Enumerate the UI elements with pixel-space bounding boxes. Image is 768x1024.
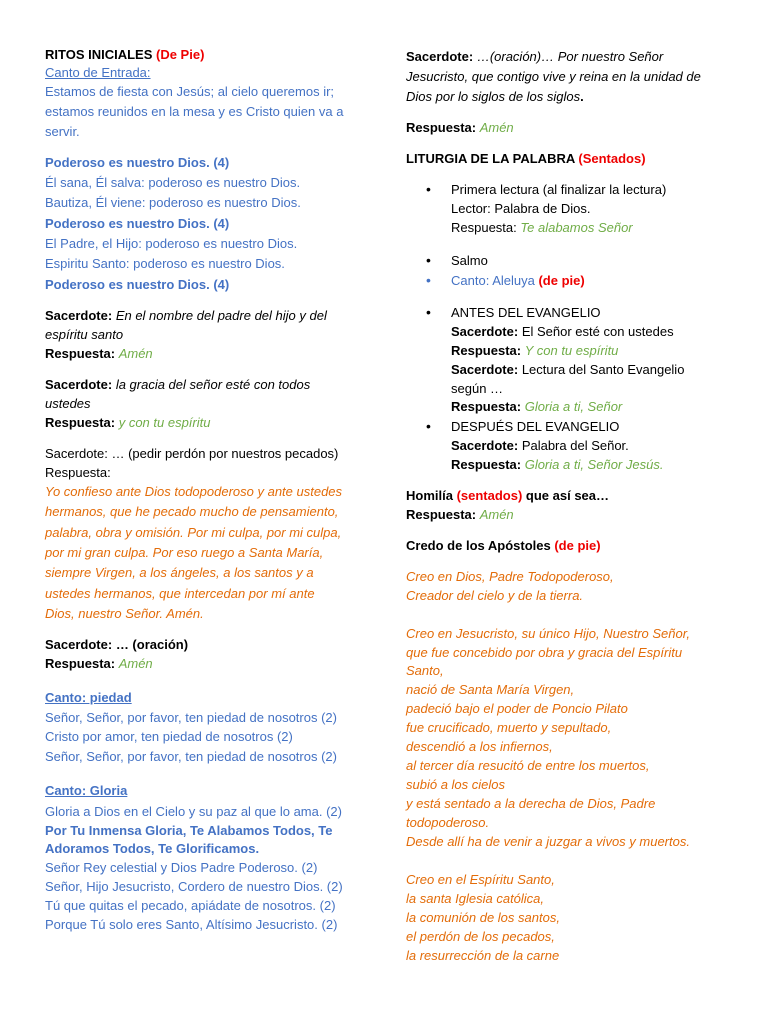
sacerdote-line: espíritu santo: [45, 327, 124, 342]
credo-line: y está sentado a la derecha de Dios, Padre: [406, 796, 656, 811]
liturgia-posture-tag: (Sentados): [578, 151, 646, 166]
canto-piedad-label: Canto: piedad: [45, 690, 132, 705]
respuesta-line: Respuesta: y con tu espíritu: [45, 415, 211, 430]
sacerdote-line: Sacerdote: … (oración): [45, 637, 189, 652]
canto-entrada-line: estamos reunidos en la mesa y es Cristo quien va a: [45, 104, 344, 119]
bullet-icon: •: [426, 272, 431, 288]
credo-line: al tercer día resucitó de entre los muertos,: [406, 758, 650, 773]
poderoso-line: Él sana, Él salva: poderoso es nuestro Dios.: [45, 175, 301, 190]
yo-confieso-line: ustedes hermanos, que intercedan por mí ante: [45, 586, 315, 601]
salmo-line: Salmo: [451, 253, 488, 268]
respuesta-line: Respuesta: Amén: [406, 507, 514, 522]
credo-line: subió a los cielos: [406, 777, 505, 792]
credo-line: Creo en el Espíritu Santo,: [406, 872, 555, 887]
credo-line: la comunión de los santos,: [406, 910, 560, 925]
antes-evangelio-heading: ANTES DEL EVANGELIO: [451, 305, 601, 320]
canto-gloria-label: Canto: Gloria: [45, 783, 128, 798]
credo-line: Creador del cielo y de la tierra.: [406, 588, 584, 603]
poderoso-line: Poderoso es nuestro Dios. (4): [45, 277, 230, 292]
credo-line: Desde allí ha de venir a juzgar a vivos y muertos.: [406, 834, 690, 849]
gloria-line: Adoramos Todos, Te Glorificamos.: [45, 841, 260, 856]
credo-heading: Credo de los Apóstoles (de pie): [406, 538, 601, 553]
bullet-icon: •: [426, 418, 431, 434]
credo-line: la resurrección de la carne: [406, 948, 560, 963]
poderoso-line: Bautiza, Él viene: poderoso es nuestro Dios.: [45, 195, 301, 210]
yo-confieso-line: palabra, obra y omisión. Por mi culpa, por mi culpa,: [45, 525, 342, 540]
gloria-line: Señor Rey celestial y Dios Padre Poderoso. (2): [45, 860, 318, 875]
gloria-line: Señor, Hijo Jesucristo, Cordero de nuestro Dios. (2): [45, 879, 343, 894]
respuesta-line: Respuesta: Y con tu espíritu: [451, 343, 619, 358]
gloria-line: Gloria a Dios en el Cielo y su paz al que lo ama. (2): [45, 804, 342, 819]
yo-confieso-line: por mi gran culpa. Por eso ruego a Santa María,: [45, 545, 324, 560]
poderoso-line: Espiritu Santo: poderoso es nuestro Dios.: [45, 256, 285, 271]
yo-confieso-line: Yo confieso ante Dios todopoderoso y ante ustedes: [45, 484, 343, 499]
credo-line: todopoderoso.: [406, 815, 490, 830]
canto-entrada-line: servir.: [45, 124, 80, 139]
credo-line: Santo,: [406, 663, 444, 678]
credo-line: la santa Iglesia católica,: [406, 891, 545, 906]
sacerdote-line: Sacerdote: …(oración)… Por nuestro Señor: [406, 49, 664, 64]
respuesta-line: Respuesta: Te alabamos Señor: [451, 220, 633, 235]
piedad-line: Cristo por amor, ten piedad de nosotros (2): [45, 729, 293, 744]
credo-posture-tag: (de pie): [554, 538, 601, 553]
canto-entrada-label: Canto de Entrada:: [45, 65, 151, 80]
poderoso-line: El Padre, el Hijo: poderoso es nuestro Dios.: [45, 236, 298, 251]
poderoso-line: Poderoso es nuestro Dios. (4): [45, 155, 230, 170]
bullet-icon: •: [426, 304, 431, 320]
gloria-line: Tú que quitas el pecado, apiádate de nosotros. (2): [45, 898, 336, 913]
credo-line: que fue concebido por obra y gracia del Espíritu: [406, 645, 683, 660]
lector-line: Lector: Palabra de Dios.: [451, 201, 591, 216]
respuesta-line: Respuesta: Amén: [45, 656, 153, 671]
respuesta-line: Respuesta: Gloria a ti, Señor: [451, 399, 623, 414]
piedad-line: Señor, Señor, por favor, ten piedad de nosotros (2): [45, 710, 337, 725]
sacerdote-line: Dios por lo siglos de los siglos.: [406, 89, 584, 104]
yo-confieso-line: Dios, nuestro Señor. Amén.: [45, 606, 204, 621]
piedad-line: Señor, Señor, por favor, ten piedad de nosotros (2): [45, 749, 337, 764]
canto-entrada-line: Estamos de fiesta con Jesús; al cielo queremos ir;: [45, 84, 335, 99]
sacerdote-line: según …: [451, 381, 504, 396]
credo-line: nació de Santa María Virgen,: [406, 682, 575, 697]
sacerdote-line: Sacerdote: En el nombre del padre del hijo y del: [45, 308, 327, 323]
ritos-iniciales-heading: RITOS INICIALES (De Pie): [45, 47, 205, 62]
sacerdote-line: Sacerdote: la gracia del señor esté con todos: [45, 377, 311, 392]
despues-evangelio-heading: DESPUÉS DEL EVANGELIO: [451, 419, 620, 434]
homilia-line: Homilía (sentados) que así sea…: [406, 488, 610, 503]
respuesta-line: Respuesta: Amén: [406, 120, 514, 135]
credo-line: descendió a los infiernos,: [406, 739, 553, 754]
primera-lectura-line: Primera lectura (al finalizar la lectura): [451, 182, 667, 197]
canto-aleluya-line: Canto: Aleluya (de pie): [451, 273, 585, 288]
credo-line: padeció bajo el poder de Poncio Pilato: [406, 701, 628, 716]
gloria-line: Porque Tú solo eres Santo, Altísimo Jesucristo. (2): [45, 917, 338, 932]
credo-line: el perdón de los pecados,: [406, 929, 555, 944]
poderoso-line: Poderoso es nuestro Dios. (4): [45, 216, 230, 231]
credo-line: Creo en Jesucristo, su único Hijo, Nuestro Señor,: [406, 626, 690, 641]
liturgia-heading: LITURGIA DE LA PALABRA (Sentados): [406, 151, 646, 166]
bullet-icon: •: [426, 181, 431, 197]
sacerdote-line: Sacerdote: Palabra del Señor.: [451, 438, 629, 453]
respuesta-line: Respuesta: Gloria a ti, Señor Jesús.: [451, 457, 664, 472]
sacerdote-line: Jesucristo, que contigo vive y reina en la unidad de: [406, 69, 701, 84]
credo-line: Creo en Dios, Padre Todopoderoso,: [406, 569, 614, 584]
respuesta-line: Respuesta:: [45, 465, 111, 480]
sacerdote-line: ustedes: [45, 396, 91, 411]
yo-confieso-line: siempre Virgen, a los ángeles, a los santos y a: [45, 565, 314, 580]
ritos-posture-tag: (De Pie): [156, 47, 205, 62]
respuesta-line: Respuesta: Amén: [45, 346, 153, 361]
credo-line: fue crucificado, muerto y sepultado,: [406, 720, 612, 735]
sacerdote-line: Sacerdote: … (pedir perdón por nuestros pecados): [45, 446, 339, 461]
sacerdote-line: Sacerdote: Lectura del Santo Evangelio: [451, 362, 685, 377]
bullet-icon: •: [426, 252, 431, 268]
yo-confieso-line: hermanos, que he pecado mucho de pensamiento,: [45, 504, 339, 519]
sacerdote-line: Sacerdote: El Señor esté con ustedes: [451, 324, 674, 339]
gloria-line: Por Tu Inmensa Gloria, Te Alabamos Todos, Te: [45, 823, 333, 838]
